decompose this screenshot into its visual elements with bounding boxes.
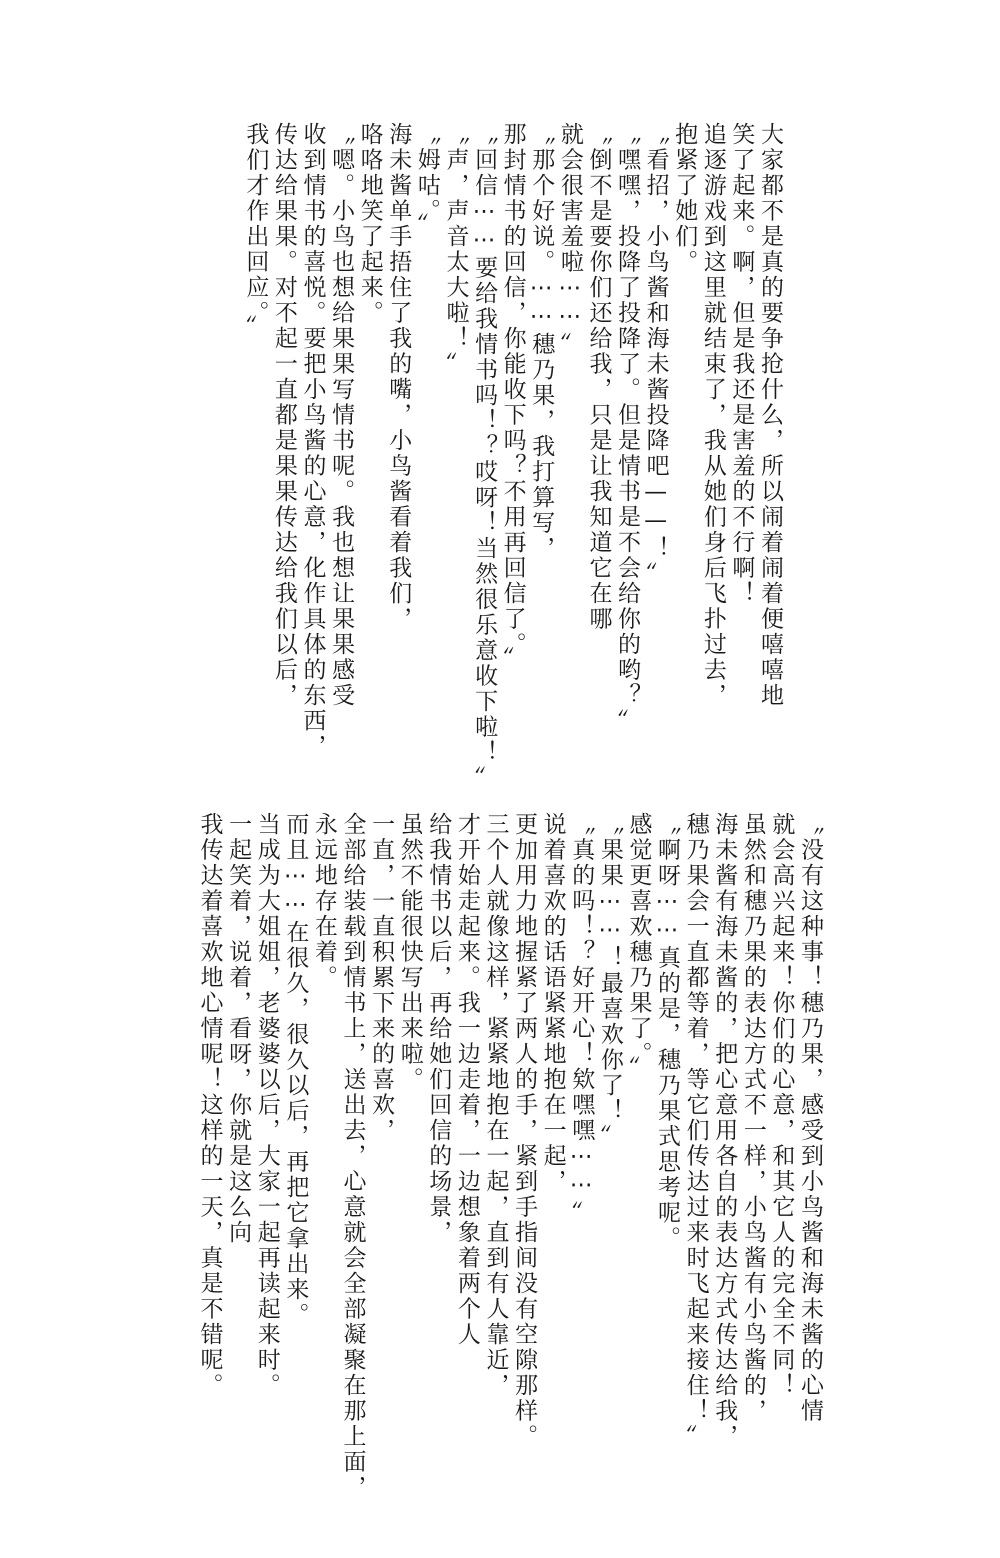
text-column: 〝那个好说。⋯⋯穗乃果，我打算写，: [528, 122, 555, 562]
text-column: 我们才作出回应。〞: [242, 122, 269, 340]
text-column: 〝倒不是要你们还给我，只是让我知道它在哪: [585, 122, 612, 632]
text-column: 〝没有这种事！穗乃果，感受到小鸟酱和海未酱的心情: [797, 812, 823, 1424]
text-column: 就会高兴起来！你们的心意，和其它人的完全不同！: [768, 812, 795, 1399]
text-column: 一直，一直积累下来的喜欢，: [368, 812, 395, 1144]
text-column: 〝嘿嘿，投降了投降了。但是情书是不会给你的哟？〞: [614, 122, 641, 734]
text-column: 说着喜欢的话语紧紧地抱在一起，: [539, 812, 566, 1195]
text-column: 笑了起来。啊，但是我还是害羞的不行啊！: [728, 122, 755, 607]
text-column: 〝真的吗！？好开心！欸嘿嘿⋯⋯〞: [568, 812, 595, 1226]
text-column: 大家都不是真的要争抢什么，所以闹着闹着便嘻嘻地: [757, 122, 783, 709]
text-column: 海未酱有海未酱的，把心意用各自的表达方式传达给我，: [711, 812, 738, 1450]
text-column: 我传达着喜欢地心情呢！这样的一天，真是不错呢。: [196, 812, 223, 1399]
text-column: 〝啊呀⋯⋯真的是，穗乃果式思考呢。: [654, 812, 681, 1252]
text-column: 永远地存在着。: [310, 812, 337, 991]
text-column: 穗乃果会一直都等着，等它们传达过来时飞起来接住！〞: [682, 812, 709, 1450]
text-column: 收到情书的喜悦。要把小鸟酱的心意，化作具体的东西，: [299, 122, 326, 760]
text-block-bottom: [195, 812, 824, 1532]
text-column: 全部给装载到情书上，送出去，心意就会全部凝聚在那上面，: [339, 812, 366, 1501]
text-column: 就会很害羞啦⋯⋯〞: [556, 122, 583, 358]
text-column: 抱紧了她们。: [671, 122, 698, 275]
text-column: 〝嗯。小鸟也想给果果写情书呢。我也想让果果感受: [328, 122, 355, 709]
text-column: 才开始走起来。我一边走着，一边想象着两个人: [453, 812, 480, 1348]
text-column: 〝姆咕。〞: [413, 122, 440, 238]
text-column: 虽然和穗乃果的表达方式不一样，小鸟酱有小鸟酱的，: [739, 812, 766, 1424]
text-column: 传达给果果。对不起一直都是果果传达给我们以后，: [270, 122, 297, 709]
text-column: 当成为大姐姐，老婆婆以后，大家一起再读起来时。: [253, 812, 280, 1399]
text-column: 〝声，声音太大啦！〞: [442, 122, 469, 377]
text-column: 而且⋯⋯在很久，很久以后，再把它拿出来。: [282, 812, 309, 1328]
text-block-top: [241, 122, 784, 812]
text-column: 追逐游戏到这里就结束了，我从她们身后飞扑过去，: [699, 122, 726, 709]
text-column: 虽然不能很快写出来啦。: [396, 812, 423, 1093]
text-column: 海未酱单手捂住了我的嘴，小鸟酱看着我们，: [385, 122, 412, 632]
text-column: 〝回信⋯⋯要给我情书吗！？哎呀！当然很乐意收下啦！〞: [471, 122, 498, 791]
text-column: 感觉更喜欢穗乃果了。〞: [625, 812, 652, 1081]
text-column: 〝果果⋯⋯！最喜欢你了！〞: [596, 812, 623, 1150]
text-column: 三个人就像这样，紧紧地抱在一起，直到有人靠近，: [482, 812, 509, 1399]
text-column: 给我情书以后，再给她们回信的场景，: [425, 812, 452, 1246]
text-column: 那封情书的回信，你能收下吗？不用再回信了。〞: [499, 122, 526, 672]
text-column: 一起笑着，说着，看呀，你就是这么向: [225, 812, 252, 1246]
text-column: 咯咯地笑了起来。: [356, 122, 383, 326]
text-column: 更加用力地握紧了两人的手，紧到手指间没有空隙那样。: [511, 812, 538, 1450]
text-column: 〝看招，小鸟酱和海未酱投降吧——！〞: [642, 122, 669, 587]
